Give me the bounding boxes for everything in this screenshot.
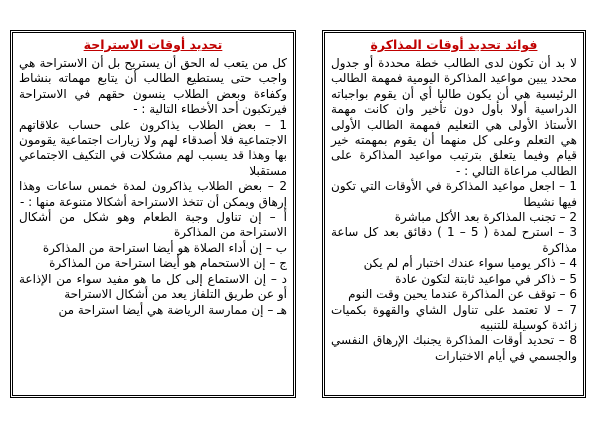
rest-times-panel: [10, 30, 296, 398]
study-tip-2: 2 – تجنب المذاكرة بعد الأكل مباشرة: [394, 210, 577, 225]
study-tip-5: 5 – ذاكر في مواعيد ثابتة لتكون عادة: [395, 271, 577, 286]
rest-mistake-2: 2 – بعض الطلاب يذاكرون لمدة خمس ساعات وهذا إرهاق ويمكن أن تتخذ الاستراحة أشكالا متنوعة منها : -: [19, 179, 287, 209]
rest-form-a: أ – إن تناول وجبة الطعام وهو شكل من أشكال الاستراحة من المذاكرة: [19, 210, 287, 240]
study-tip-4: 4 – ذاكر يوميا سواء عندك اختبار أم لم يكن: [363, 256, 577, 271]
rest-times-body: [19, 56, 287, 318]
study-benefits-panel: [322, 30, 586, 398]
study-tip-8: 8 – تحديد أوقات المذاكرة يجنبك الإرهاق النفسي والجسمي في أيام الاختبارات: [331, 333, 577, 363]
study-tip-3: 3 – استرح لمدة ( 5 – 1 ) دقائق بعد كل ساعة مذاكرة: [331, 225, 577, 255]
study-tip-7: 7 – لا تعتمد على تناول الشاي والقهوة بكميات زائدة كوسيلة للتنبيه: [331, 302, 577, 332]
study-benefits-body: [331, 56, 577, 364]
rest-form-c: ج – إن الاستحمام هو أيضا استراحة من المذاكرة: [49, 256, 287, 271]
study-tip-6: 6 – توقف عن المذاكرة عندما يحين وقت النوم: [348, 287, 577, 302]
rest-form-e: هـ – إن ممارسة الرياضة هي أيضا استراحة من: [58, 302, 287, 317]
rest-form-b: ب – إن أداء الصلاة هو أيضا استراحة من المذاكرة: [42, 240, 287, 255]
rest-times-title: تحديد أوقات الاستراحة: [83, 37, 223, 52]
study-tip-1: 1 – اجعل مواعيد المذاكرة في الأوقات التي تكون فيها نشيطا: [331, 179, 577, 209]
rest-form-d: د – إن الاستماع إلى كل ما هو مفيد سواء من الإذاعة أو عن طريق التلفاز يعد من أشكال الاستراحة: [19, 271, 287, 302]
study-benefits-title: فوائد تحديد أوقات المذاكرة: [370, 37, 538, 52]
rest-times-intro: كل من يتعب له الحق أن يستريح بل أن الاستراحة هي واجب حتى يستطيع الطالب أن يتابع مهماته بنشاط وكفاءة وبعض الطلاب ينسون حقهم في الاستراحة فيرتكبون أحد الأخطاء التالية : -: [19, 56, 287, 117]
study-benefits-intro: لا بد أن تكون لدى الطالب خطة محددة أو جدول محدد يبين مواعيد المذاكرة اليومية فمهمة الطالب الرئيسية هي أن يكون طالبا أي أن يقوم بواجباته الدراسية أولا بأول دون تأخير وان كانت مهمة الأستاذ الأولى هي التعليم فمهمة الطالب الأولى هي التعلم وعلى كل منهما أن يقوم بمهمته خير قيام وفيما يتعلق بترتيب مواعيد المذاكرة على الطالب مراعاة التالي : -: [331, 56, 577, 178]
rest-mistake-1: 1 – بعض الطلاب يذاكرون على حساب علاقاتهم الاجتماعية فلا أصدقاء لهم ولا زيارات اجتماعية يقومون بها وهذا قد يسبب لهم مشكلات في التكيف الاجتماعي مستقبلا: [19, 117, 287, 178]
